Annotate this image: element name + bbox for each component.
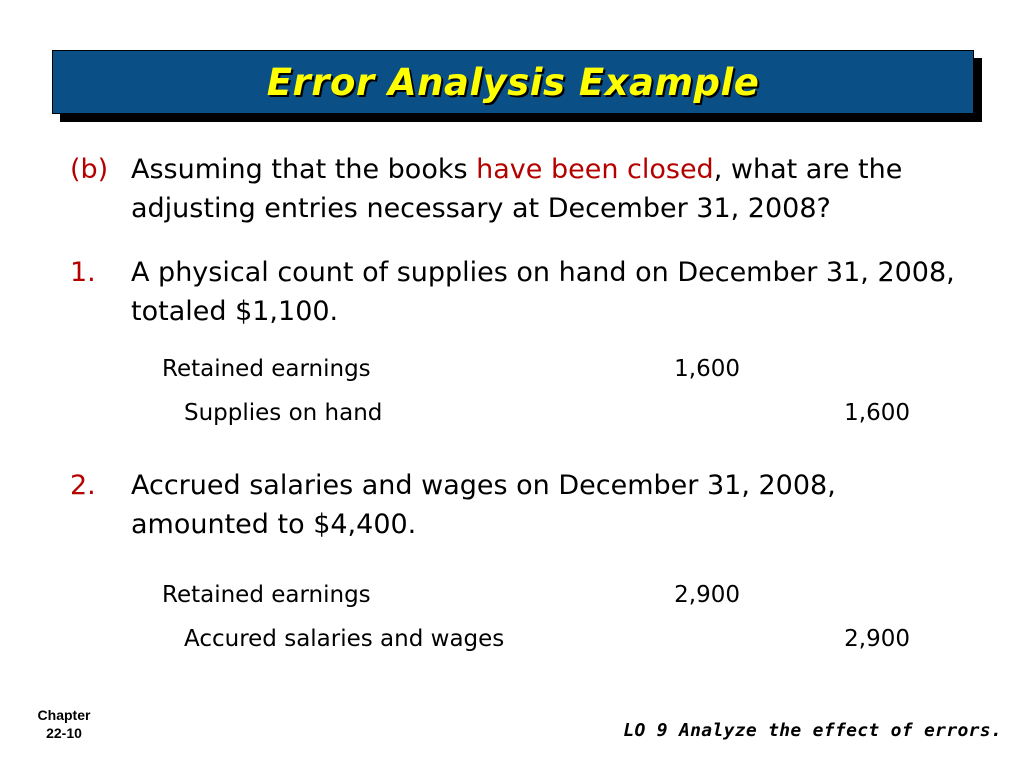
item-2-credit-amount: 2,900 <box>844 626 910 652</box>
learning-objective: LO 9 Analyze the effect of errors. <box>623 720 1002 741</box>
item-1-marker: 1. <box>70 257 96 288</box>
item-2-marker: 2. <box>70 470 96 501</box>
chapter-label <box>28 706 100 742</box>
question-text-before: Assuming that the books <box>131 154 477 185</box>
item-1-paragraph <box>70 253 961 331</box>
item-2-text: Accrued salaries and wages on December 31, 2008, amounted to $4,400. <box>131 470 836 540</box>
slide-title: Error Analysis Example <box>266 60 760 104</box>
item-2-paragraph <box>70 466 961 544</box>
title-banner <box>52 50 974 114</box>
question-highlight: have been closed <box>476 154 714 185</box>
question-marker: (b) <box>70 154 109 185</box>
question-text <box>131 150 961 228</box>
item-1-text: A physical count of supplies on hand on December 31, 2008, totaled $1,100. <box>131 257 955 327</box>
question-paragraph <box>70 150 961 228</box>
item-2-credit-account: Accured salaries and wages <box>184 626 505 652</box>
item-2-debit-account: Retained earnings <box>162 582 371 608</box>
item-1-credit-amount: 1,600 <box>844 400 910 426</box>
item-1-debit-account: Retained earnings <box>162 356 371 382</box>
item-1-debit-amount: 1,600 <box>674 356 740 382</box>
chapter-label-text: Chapter <box>37 707 91 723</box>
item-2-debit-amount: 2,900 <box>674 582 740 608</box>
question-text-after: , what are the adjusting entries necessary at December 31, 2008? <box>131 154 903 224</box>
item-1-credit-account: Supplies on hand <box>184 400 383 426</box>
chapter-number: 22-10 <box>46 725 82 741</box>
